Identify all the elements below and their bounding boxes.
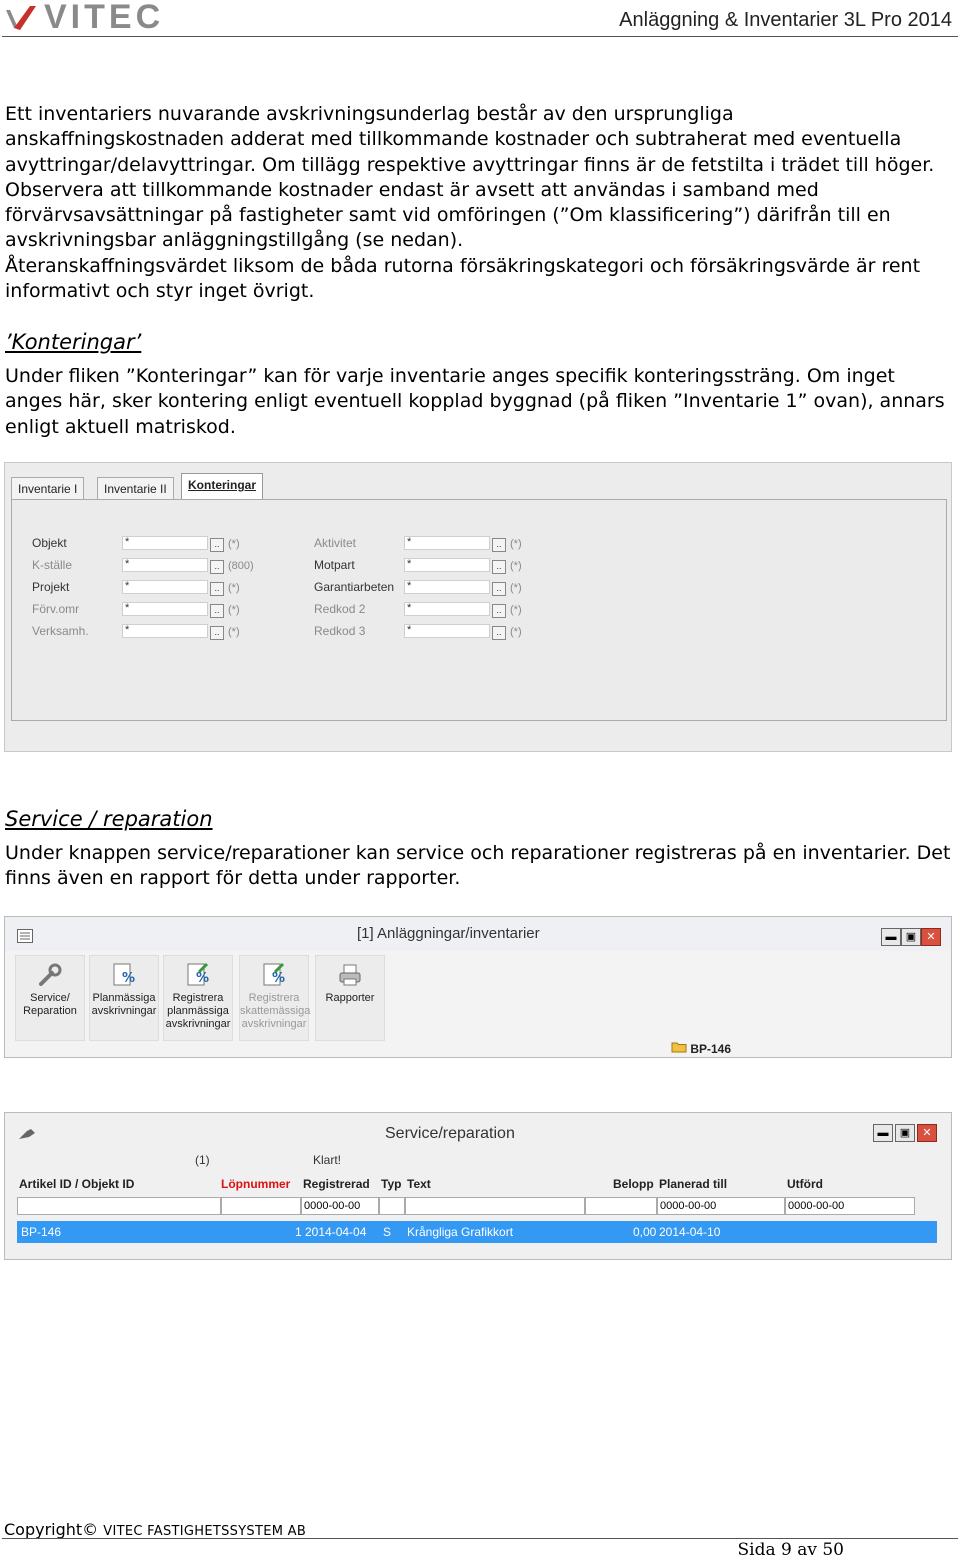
field-label-verksamh: Verksamh. xyxy=(32,624,89,638)
field-suffix-redkod3: (*) xyxy=(510,626,522,638)
tree-node-bp146[interactable] xyxy=(671,1041,731,1056)
filter-artikel[interactable] xyxy=(17,1197,221,1215)
close-button[interactable] xyxy=(921,928,941,946)
field-label-garantiarbeten: Garantiarbeten xyxy=(314,580,395,594)
tab-konteringar[interactable]: Konteringar xyxy=(181,473,263,501)
browse-button-verksamh[interactable]: .. xyxy=(210,626,224,640)
window-app-icon xyxy=(17,1127,37,1146)
field-suffix-forvomr: (*) xyxy=(228,604,240,616)
field-label-kstalle: K-ställe xyxy=(32,558,73,572)
filter-text[interactable] xyxy=(405,1197,585,1215)
logo-word: VITEC xyxy=(44,0,165,36)
printer-icon xyxy=(337,962,363,988)
field-input-aktivitet[interactable]: * xyxy=(404,536,490,550)
cell-planerad: 2014-04-10 xyxy=(659,1225,721,1239)
column-header-lopnummer[interactable]: Löpnummer xyxy=(221,1177,291,1191)
registrera-planmassiga-button[interactable] xyxy=(163,955,233,1041)
filter-belopp[interactable] xyxy=(585,1197,657,1215)
paragraph-service: Under knappen service/reparationer kan service och reparationer registreras på en inventarier. Det finns även en rapport för detta under rapporter. xyxy=(5,842,951,890)
service-reparation-button[interactable] xyxy=(15,955,85,1041)
filter-registrerad[interactable]: 0000-00-00 xyxy=(301,1197,379,1215)
filter-planerad[interactable]: 0000-00-00 xyxy=(657,1197,785,1215)
browse-button-redkod2[interactable]: .. xyxy=(492,604,506,618)
footer-rule xyxy=(2,1538,958,1539)
tool-label: Registrera skattemässiga avskrivningar xyxy=(240,992,311,1030)
field-suffix-projekt: (*) xyxy=(228,582,240,594)
field-input-verksamh[interactable]: * xyxy=(122,624,208,638)
window-title: [1] Anläggningar/inventarier xyxy=(357,925,540,942)
cell-registrerad: 2014-04-04 xyxy=(305,1225,367,1239)
field-input-redkod3[interactable]: * xyxy=(404,624,490,638)
tool-label: Registrera planmässiga avskrivningar xyxy=(165,992,231,1030)
tab-inventarie-1[interactable]: Inventarie I xyxy=(11,477,84,499)
field-suffix-garantiarbeten: (*) xyxy=(510,582,522,594)
column-header-text[interactable]: Text xyxy=(407,1177,431,1191)
column-header-planerad[interactable]: Planerad till xyxy=(659,1177,728,1191)
browse-button-motpart[interactable]: .. xyxy=(492,560,506,574)
record-count: (1) xyxy=(195,1153,210,1167)
field-input-kstalle[interactable]: * xyxy=(122,558,208,572)
field-input-forvomr[interactable]: * xyxy=(122,602,208,616)
maximize-button[interactable] xyxy=(901,928,921,946)
filter-lopnummer[interactable] xyxy=(221,1197,301,1215)
header-rule xyxy=(2,36,958,37)
column-header-artikel[interactable]: Artikel ID / Objekt ID xyxy=(19,1177,135,1191)
heading-service-reparation: Service / reparation xyxy=(5,807,213,831)
field-suffix-motpart: (*) xyxy=(510,560,522,572)
browse-button-projekt[interactable]: .. xyxy=(210,582,224,596)
cell-belopp: 0,00 xyxy=(633,1225,657,1239)
minimize-button[interactable] xyxy=(881,928,901,946)
copyright-label: Copyright© xyxy=(4,1520,99,1539)
minimize-button[interactable] xyxy=(873,1124,893,1142)
paragraph-ateranskaffningsvarde: Återanskaffningsvärdet liksom de båda rutorna försäkringskategori och försäkringsvärde är rent informativt och styr inget övrigt. xyxy=(5,255,921,303)
rapporter-button[interactable] xyxy=(315,955,385,1041)
browse-button-garantiarbeten[interactable]: .. xyxy=(492,582,506,596)
footer-copyright xyxy=(4,1520,306,1539)
close-icon: ✕ xyxy=(926,931,936,943)
column-header-typ[interactable]: Typ xyxy=(381,1177,402,1191)
close-icon: ✕ xyxy=(922,1127,932,1139)
field-label-objekt: Objekt xyxy=(32,536,67,550)
logo-mark-icon xyxy=(4,2,38,32)
filter-utford[interactable]: 0000-00-00 xyxy=(785,1197,915,1215)
planmassiga-avskrivningar-button[interactable] xyxy=(89,955,159,1041)
column-header-utford[interactable]: Utförd xyxy=(787,1177,823,1191)
column-header-belopp[interactable]: Belopp xyxy=(613,1177,654,1191)
field-suffix-aktivitet: (*) xyxy=(510,538,522,550)
konteringar-panel xyxy=(11,499,947,721)
browse-button-redkod3[interactable]: .. xyxy=(492,626,506,640)
status-text: Klart! xyxy=(313,1153,342,1167)
close-button[interactable] xyxy=(917,1124,937,1142)
maximize-icon: ▣ xyxy=(899,1127,911,1139)
tree-node-label: BP-146 xyxy=(690,1042,732,1056)
anlaggningar-window xyxy=(4,916,952,1058)
svg-text:%: % xyxy=(122,971,136,986)
field-input-garantiarbeten[interactable]: * xyxy=(404,580,490,594)
minimize-icon: ▬ xyxy=(885,931,897,943)
field-suffix-redkod2: (*) xyxy=(510,604,522,616)
cell-typ: S xyxy=(383,1225,392,1239)
field-input-projekt[interactable]: * xyxy=(122,580,208,594)
heading-konteringar: ’Konteringar’ xyxy=(5,330,142,354)
minimize-icon: ▬ xyxy=(877,1127,889,1139)
tool-label: Planmässiga avskrivningar xyxy=(91,992,157,1017)
tool-label: Service/ Reparation xyxy=(23,992,77,1017)
field-label-redkod3: Redkod 3 xyxy=(314,624,366,638)
field-label-projekt: Projekt xyxy=(32,580,70,594)
browse-button-forvomr[interactable]: .. xyxy=(210,604,224,618)
field-suffix-objekt: (*) xyxy=(228,538,240,550)
field-label-redkod2: Redkod 2 xyxy=(314,602,366,616)
tab-inventarie-2[interactable]: Inventarie II xyxy=(97,477,174,499)
field-suffix-kstalle: (800) xyxy=(228,560,254,572)
percent-doc-pen-icon xyxy=(185,962,211,988)
field-suffix-verksamh: (*) xyxy=(228,626,240,638)
cell-artikel: BP-146 xyxy=(21,1225,62,1239)
cell-text: Krångliga Grafikkort xyxy=(407,1225,514,1239)
service-reparation-window xyxy=(4,1112,952,1260)
field-label-aktivitet: Aktivitet xyxy=(314,536,357,550)
document-title: Anläggning & Inventarier 3L Pro 2014 xyxy=(619,9,952,31)
page-number: Sida 9 av 50 xyxy=(737,1540,844,1560)
window-menu-icon[interactable] xyxy=(17,929,33,948)
window-titlebar xyxy=(5,917,951,951)
konteringar-dialog xyxy=(4,462,952,752)
field-label-motpart: Motpart xyxy=(314,558,355,572)
wrench-icon xyxy=(37,962,63,988)
maximize-button[interactable] xyxy=(895,1124,915,1142)
svg-text:%: % xyxy=(272,971,286,986)
vitec-logo xyxy=(4,0,164,34)
tool-label: Rapporter xyxy=(325,992,375,1004)
company-name: VITEC FASTIGHETSSYSTEM AB xyxy=(103,1524,307,1539)
paragraph-avskrivningsunderlag: Ett inventariers nuvarande avskrivningsunderlag består av den ursprungliga anskaffningskostnaden adderat med tillkommande kostnader och subtraherat med eventuella avyttringar/delavyttringar. Om tillägg respektive avyttringar finns är de fetstilta i trädet till höger. Observera att tillkommande kostnader endast är avsett att användas i samband med förvärvsavsättningar på fastigheter samt vid omföringen (”Om klassificering”) därifrån till en avskrivningsbar anläggningstillgång (se nedan). xyxy=(5,103,935,252)
browse-button-objekt[interactable]: .. xyxy=(210,538,224,552)
field-label-forvomr: Förv.omr xyxy=(32,602,80,616)
column-header-registrerad[interactable]: Registrerad xyxy=(303,1177,370,1191)
browse-button-aktivitet[interactable]: .. xyxy=(492,538,506,552)
browse-button-kstalle[interactable]: .. xyxy=(210,560,224,574)
cell-lopnummer: 1 xyxy=(295,1225,302,1239)
paragraph-konteringar: Under fliken ”Konteringar” kan för varje inventarie anges specifik konteringssträng. Om inget anges här, sker kontering enligt eventuell kopplad byggnad (på fliken ”Inventarie 1” ovan), annars enligt aktuell matriskod. xyxy=(5,365,945,438)
folder-icon xyxy=(671,1042,690,1056)
field-input-objekt[interactable]: * xyxy=(122,536,208,550)
page-header xyxy=(0,0,960,38)
field-input-motpart[interactable]: * xyxy=(404,558,490,572)
svg-text:%: % xyxy=(196,971,210,986)
window-title: Service/reparation xyxy=(385,1125,515,1142)
field-input-redkod2[interactable]: * xyxy=(404,602,490,616)
filter-typ[interactable] xyxy=(379,1197,405,1215)
registrera-skattemassiga-button[interactable] xyxy=(239,955,309,1041)
percent-doc-icon xyxy=(111,962,137,988)
percent-doc-pen-icon xyxy=(261,962,287,988)
maximize-icon: ▣ xyxy=(905,931,917,943)
